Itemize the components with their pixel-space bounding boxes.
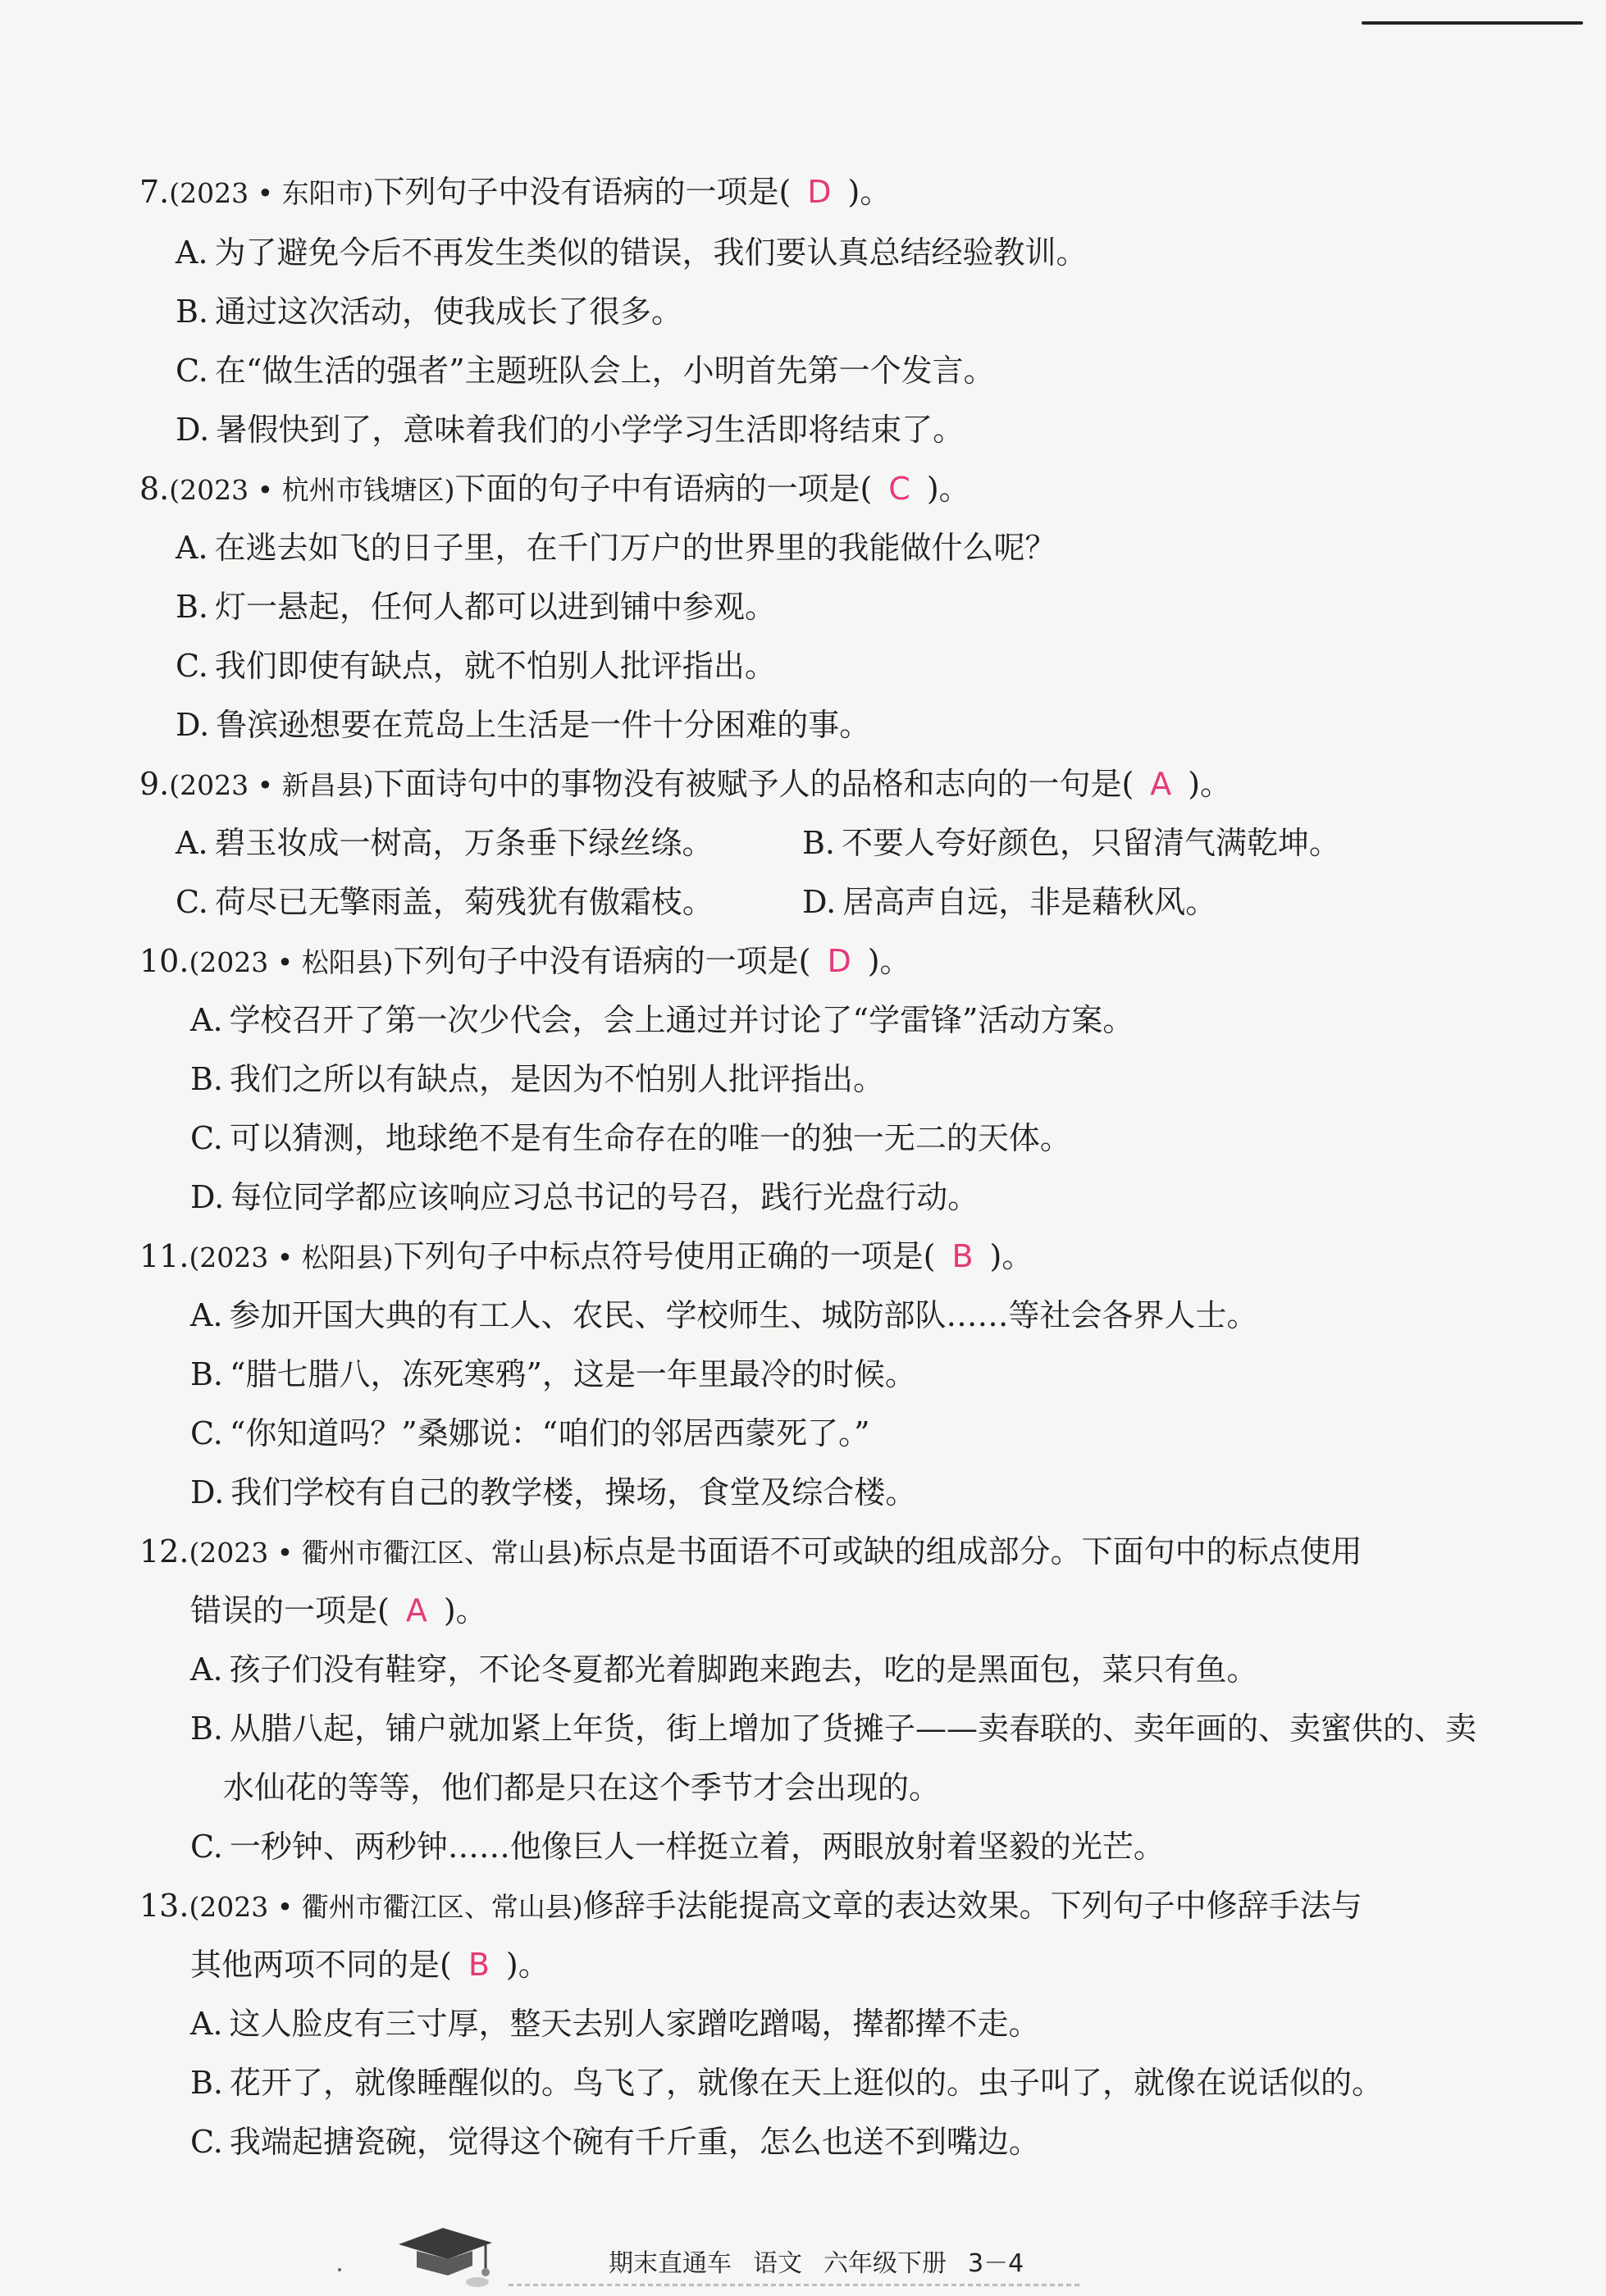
option-label: A. (190, 1002, 223, 1038)
stem-end: )。 (505, 1947, 550, 1983)
question-10 (139, 940, 911, 984)
graduation-cap-icon (392, 2220, 499, 2289)
option-text: 我们即使有缺点，就不怕别人批评指出。 (214, 648, 776, 684)
option-9c (176, 881, 714, 923)
option-13a (190, 2002, 1040, 2045)
option-label: D. (176, 707, 210, 743)
answer-mark: B (951, 1238, 974, 1274)
question-9 (139, 763, 1231, 807)
option-label: C. (190, 1120, 223, 1156)
option-label: A. (176, 530, 208, 566)
option-text: 为了避免今后不再发生类似的错误，我们要认真总结经验教训。 (214, 235, 1088, 271)
question-source: (2023 • 新昌县) (169, 769, 374, 801)
question-source: (2023 • 衢州市衢江区、常山县) (189, 1891, 583, 1923)
stem-end: )。 (1188, 766, 1232, 802)
option-text: 碧玉妆成一树高，万条垂下绿丝绦。 (214, 825, 714, 861)
option-label: B. (802, 825, 836, 861)
option-text: 不要人夸好颜色，只留清气满乾坤。 (842, 825, 1341, 861)
question-12-cont (190, 1589, 487, 1632)
question-source: (2023 • 东阳市) (169, 177, 374, 209)
option-text: 一秒钟、两秒钟……他像巨人一样挺立着，两眼放射着坚毅的光芒。 (229, 1829, 1165, 1865)
option-text: 荷尽已无擎雨盖，菊残犹有傲霜枝。 (214, 884, 714, 920)
question-13 (139, 1884, 1362, 1929)
option-13c (190, 2121, 1040, 2163)
footer-dot (338, 2268, 341, 2271)
option-text: 参加开国大典的有工人、农民、学校师生、城防部队……等社会各界人士。 (229, 1297, 1258, 1333)
option-text: 这人脸皮有三寸厚，整天去别人家蹭吃蹭喝，撵都撵不走。 (229, 2006, 1040, 2042)
option-label: D. (176, 412, 210, 448)
option-10c (190, 1117, 1071, 1159)
option-11b (190, 1353, 916, 1396)
question-stem: 下面诗句中的事物没有被赋予人的品格和志向的一句是( (373, 766, 1134, 802)
page-number: 3－4 (968, 2249, 1024, 2278)
option-label: C. (176, 353, 208, 389)
answer-mark: D (807, 174, 832, 210)
option-text: 可以猜测，地球绝不是有生命存在的唯一的独一无二的天体。 (229, 1120, 1071, 1156)
option-text: “腊七腊八，冻死寒鸦”，这是一年里最冷的时候。 (230, 1356, 916, 1392)
stem-end: )。 (867, 943, 911, 979)
option-label: B. (176, 294, 209, 330)
stem-end: )。 (847, 174, 892, 210)
option-label: C. (190, 2124, 223, 2160)
option-text: 孩子们没有鞋穿，不论冬夏都光着脚跑来跑去，吃的是黑面包，菜只有鱼。 (229, 1651, 1258, 1688)
question-number: 10. (139, 943, 189, 979)
answer-mark: D (827, 943, 851, 979)
option-11a (190, 1294, 1258, 1337)
option-label: D. (802, 884, 837, 920)
option-text: 在逃去如飞的日子里，在千门万户的世界里的我能做什么呢？ (214, 530, 1056, 566)
option-10d (190, 1176, 979, 1219)
option-label: A. (190, 1651, 223, 1688)
option-8a (176, 526, 1056, 569)
question-number: 11. (139, 1238, 189, 1274)
option-9b (802, 822, 1340, 864)
option-text: “你知道吗？”桑娜说：“咱们的邻居西蒙死了。” (229, 1415, 870, 1451)
question-13-cont (190, 1943, 550, 1986)
answer-mark: C (888, 471, 910, 507)
option-8b (176, 585, 776, 628)
footer-rule (509, 2284, 1083, 2286)
option-label: D. (190, 1179, 225, 1215)
option-12a (190, 1648, 1258, 1691)
question-number: 8. (139, 471, 170, 507)
question-stem-cont: 错误的一项是( (190, 1592, 390, 1629)
question-number: 9. (139, 766, 170, 802)
option-text: 花开了，就像睡醒似的。鸟飞了，就像在天上逛似的。虫子叫了，就像在说话似的。 (230, 2065, 1384, 2101)
option-label: A. (190, 1297, 223, 1333)
option-label: A. (176, 825, 208, 861)
option-label: C. (190, 1415, 223, 1451)
option-11d (190, 1471, 916, 1514)
option-text: 灯一悬起，任何人都可以进到铺中参观。 (215, 589, 777, 625)
option-8c (176, 645, 776, 687)
question-number: 7. (139, 174, 170, 210)
option-7c (176, 349, 995, 392)
option-text: 学校召开了第一次少代会，会上通过并讨论了“学雷锋”活动方案。 (229, 1002, 1134, 1038)
option-text: 在“做生活的强者”主题班队会上，小明首先第一个发言。 (214, 353, 995, 389)
option-label: D. (190, 1474, 225, 1510)
option-10a (190, 999, 1134, 1041)
option-8d (176, 704, 870, 746)
option-11c (190, 1412, 870, 1455)
option-12c (190, 1825, 1165, 1868)
footer-grade: 六年级下册 (824, 2249, 947, 2278)
question-number: 12. (139, 1533, 189, 1569)
option-7a (176, 231, 1088, 274)
option-12b (190, 1707, 1476, 1750)
option-10b (190, 1058, 884, 1100)
option-7d (176, 408, 964, 451)
option-text: 我端起搪瓷碗，觉得这个碗有千斤重，怎么也送不到嘴边。 (229, 2124, 1040, 2160)
option-label: C. (176, 648, 208, 684)
question-8 (139, 467, 970, 512)
question-source: (2023 • 衢州市衢江区、常山县) (189, 1537, 583, 1569)
question-7 (139, 171, 891, 215)
option-text: 从腊八起，铺户就加紧上年货，街上增加了货摊子——卖春联的、卖年画的、卖蜜供的、卖 (230, 1711, 1477, 1747)
option-9d (802, 881, 1216, 923)
question-11 (139, 1235, 1033, 1279)
stem-end: )。 (989, 1238, 1033, 1274)
option-text-cont: 水仙花的等等，他们都是只在这个季节才会出现的。 (223, 1770, 941, 1806)
option-label: C. (176, 884, 208, 920)
footer (609, 2243, 1045, 2279)
footer-subject: 语文 (753, 2249, 802, 2278)
option-label: A. (190, 2006, 223, 2042)
option-label: B. (190, 1356, 224, 1392)
footer-series: 期末直通车 (609, 2249, 732, 2278)
option-9a (176, 822, 714, 864)
option-label: A. (176, 235, 208, 271)
option-text: 暑假快到了，意味着我们的小学学习生活即将结束了。 (216, 412, 965, 448)
option-text: 通过这次活动，使我成长了很多。 (215, 294, 683, 330)
answer-mark: A (405, 1592, 427, 1629)
question-stem: 下列句子中没有语病的一项是( (373, 174, 792, 210)
option-text: 我们学校有自己的教学楼，操场，食堂及综合楼。 (230, 1474, 917, 1510)
option-text: 居高声自远，非是藉秋风。 (842, 884, 1217, 920)
question-source: (2023 • 杭州市钱塘区) (169, 474, 455, 506)
option-12b-cont (223, 1766, 940, 1809)
question-12 (139, 1530, 1362, 1574)
question-stem-cont: 其他两项不同的是( (190, 1947, 452, 1983)
option-label: B. (190, 1061, 224, 1097)
option-label: B. (176, 589, 209, 625)
stem-end: )。 (926, 471, 970, 507)
option-text: 每位同学都应该响应习总书记的号召，践行光盘行动。 (230, 1179, 979, 1215)
option-text: 我们之所以有缺点，是因为不怕别人批评指出。 (230, 1061, 885, 1097)
option-13b (190, 2061, 1383, 2104)
option-label: B. (190, 2065, 224, 2101)
question-number: 13. (139, 1888, 189, 1924)
question-stem: 标点是书面语不可或缺的组成部分。下面句中的标点使用 (582, 1533, 1362, 1569)
question-stem: 下面的句子中有语病的一项是( (454, 471, 873, 507)
answer-mark: A (1150, 766, 1172, 802)
question-stem: 下列句子中没有语病的一项是( (393, 943, 811, 979)
question-stem: 修辞手法能提高文章的表达效果。下列句子中修辞手法与 (582, 1888, 1362, 1924)
answer-mark: B (468, 1947, 490, 1983)
question-source: (2023 • 松阳县) (189, 946, 394, 978)
question-source: (2023 • 松阳县) (189, 1241, 394, 1273)
question-stem: 下列句子中标点符号使用正确的一项是( (393, 1238, 936, 1274)
option-label: C. (190, 1829, 223, 1865)
option-7b (176, 290, 682, 333)
option-text: 鲁滨逊想要在荒岛上生活是一件十分困难的事。 (216, 707, 871, 743)
option-label: B. (190, 1711, 224, 1747)
stem-end: )。 (443, 1592, 487, 1629)
